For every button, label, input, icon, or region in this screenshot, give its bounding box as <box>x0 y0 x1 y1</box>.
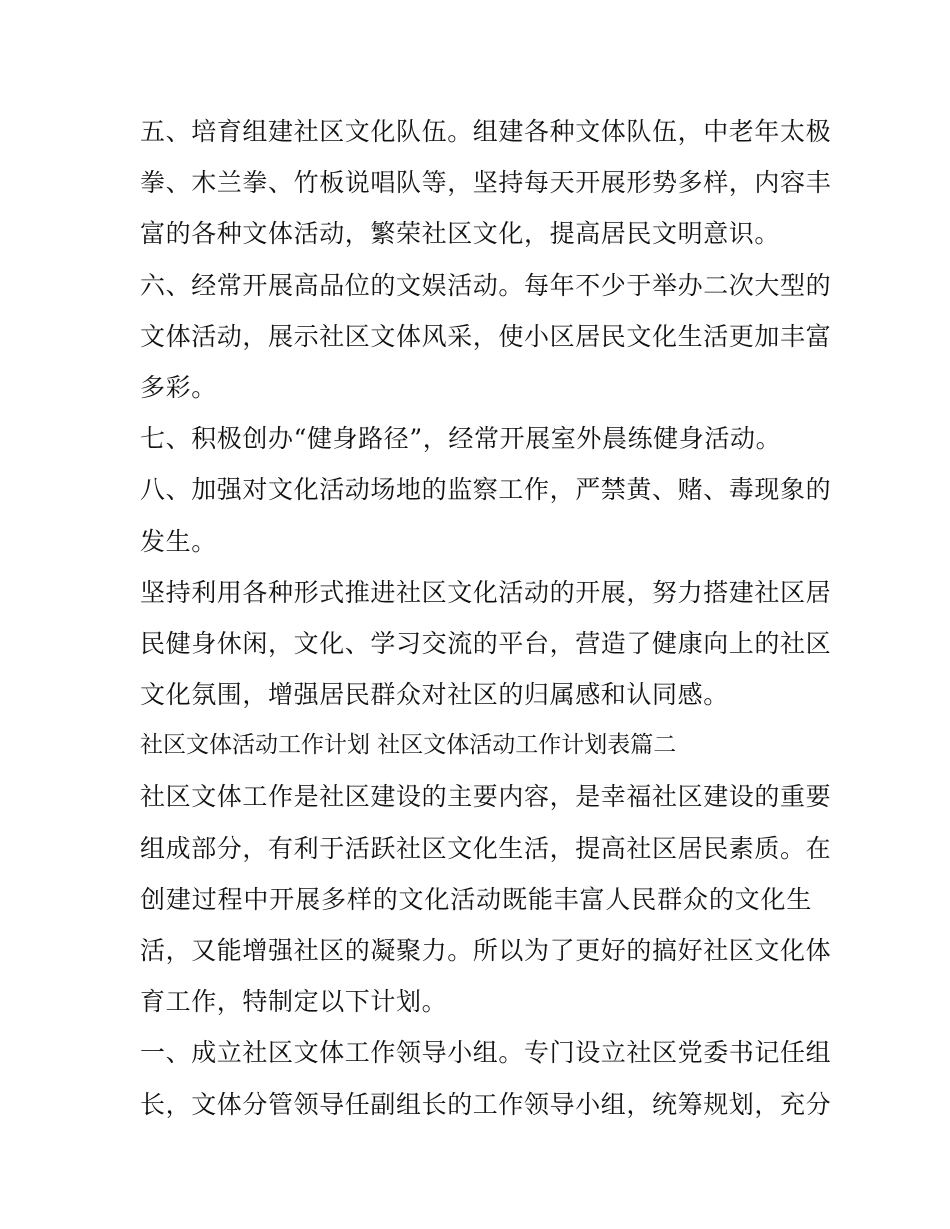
section-title-text: 社区文体活动工作计划 社区文体活动工作计划表篇二 <box>140 732 677 759</box>
text-line: 一、成立社区文体工作领导小组。专门设立社区党委书记任组 <box>140 1038 832 1068</box>
paragraph-summary <box>140 567 832 721</box>
text-line: 长，文体分管领导任副组长的工作领导小组，统筹规划，充分 <box>140 1089 832 1119</box>
text-line: 活，又能增强社区的凝聚力。所以为了更好的搞好社区文化体 <box>140 936 832 965</box>
text-line: 文化氛围，增强居民群众对社区的归属感和认同感。 <box>140 680 729 710</box>
text-line: 文体活动，展示社区文体风采，使小区居民文化生活更加丰富 <box>140 321 832 351</box>
text-line: 组成部分，有利于活跃社区文化生活，提高社区居民素质。在 <box>140 833 832 863</box>
paragraph-item-5 <box>140 106 832 260</box>
paragraph-item-6 <box>140 260 832 414</box>
text-line: 育工作，特制定以下计划。 <box>140 987 448 1017</box>
text-line: 坚持利用各种形式推进社区文化活动的开展，努力搭建社区居 <box>140 577 832 607</box>
text-line: 富的各种文体活动，繁荣社区文化，提高居民文明意识。 <box>140 219 781 249</box>
document-body <box>140 106 832 1130</box>
text-line: 五、培育组建社区文化队伍。组建各种文体队伍，中老年太极 <box>140 117 832 146</box>
paragraph-item-1 <box>140 1027 832 1129</box>
text-line: 发生。 <box>140 526 217 556</box>
paragraph-intro <box>140 771 832 1027</box>
text-line: 多彩。 <box>140 372 217 402</box>
paragraph-item-7 <box>140 413 812 464</box>
text-line: 社区文体工作是社区建设的主要内容，是幸福社区建设的重要 <box>140 782 832 812</box>
text-line: 创建过程中开展多样的文化活动既能丰富人民群众的文化生 <box>140 884 812 914</box>
text-line: 七、积极创办“健身路径”，经常开展室外晨练健身活动。 <box>140 424 782 454</box>
section-title <box>140 720 812 771</box>
text-line: 拳、木兰拳、竹板说唱队等，坚持每天开展形势多样，内容丰 <box>140 168 832 198</box>
text-line: 六、经常开展高品位的文娱活动。每年不少于举办二次大型的 <box>140 270 832 300</box>
text-line: 民健身休闲，文化、学习交流的平台，营造了健康向上的社区 <box>140 628 832 658</box>
paragraph-item-8 <box>140 464 832 566</box>
text-line: 八、加强对文化活动场地的监察工作，严禁黄、赌、毒现象的 <box>140 475 832 505</box>
